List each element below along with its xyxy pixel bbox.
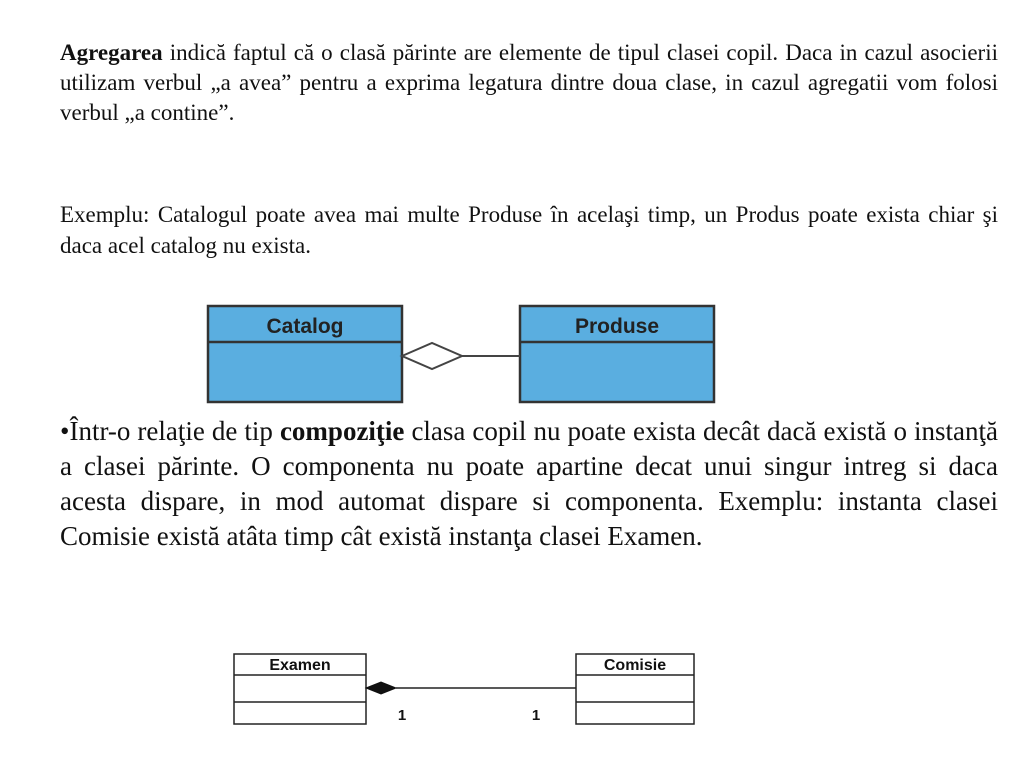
class-name-produse: Produse: [574, 315, 660, 338]
class-box-catalog: [208, 306, 402, 402]
class-name-examen: Examen: [269, 657, 331, 674]
class-name-catalog: Catalog: [266, 315, 344, 338]
composition-description: clasa copil nu poate exista decât dacă există o instanţă a clasei părinte. O componenta nu poate apartine decat unui singur intreg si daca acesta dispare, in mod automat dispare si componenta. Exemplu: instanta clasei Comisie există atâta timp cât există instanţa clasei Examen.: [60, 416, 998, 552]
composition-diagram: [196, 642, 760, 742]
class-name-comisie: Comisie: [603, 657, 667, 674]
multiplicity-left: 1: [397, 707, 407, 724]
term-aggregation: Agregarea: [60, 40, 163, 65]
term-composition: compoziţie: [279, 416, 405, 446]
multiplicity-right: 1: [531, 707, 541, 724]
class-box-produse: [520, 306, 714, 402]
composition-prefix: •Într-o relaţie de tip: [60, 416, 280, 446]
paragraph-composition: [60, 414, 998, 554]
aggregation-diagram: [196, 290, 736, 416]
paragraph-aggregation-example: Exemplu: Catalogul poate avea mai multe Produse în acelaşi timp, un Produs poate exista chiar şi daca acel catalog nu exista.: [60, 202, 998, 258]
class-box-comisie: [576, 654, 694, 724]
aggregation-description: indică faptul că o clasă părinte are elemente de tipul clasei copil. Daca in cazul asocierii utilizam verbul „a avea” pentru a exprima legatura dintre doua clase, in cazul agregatii vom folosi verbul „a contine”.: [60, 40, 998, 126]
paragraph-aggregation: [60, 38, 998, 128]
class-box-examen: [234, 654, 366, 724]
